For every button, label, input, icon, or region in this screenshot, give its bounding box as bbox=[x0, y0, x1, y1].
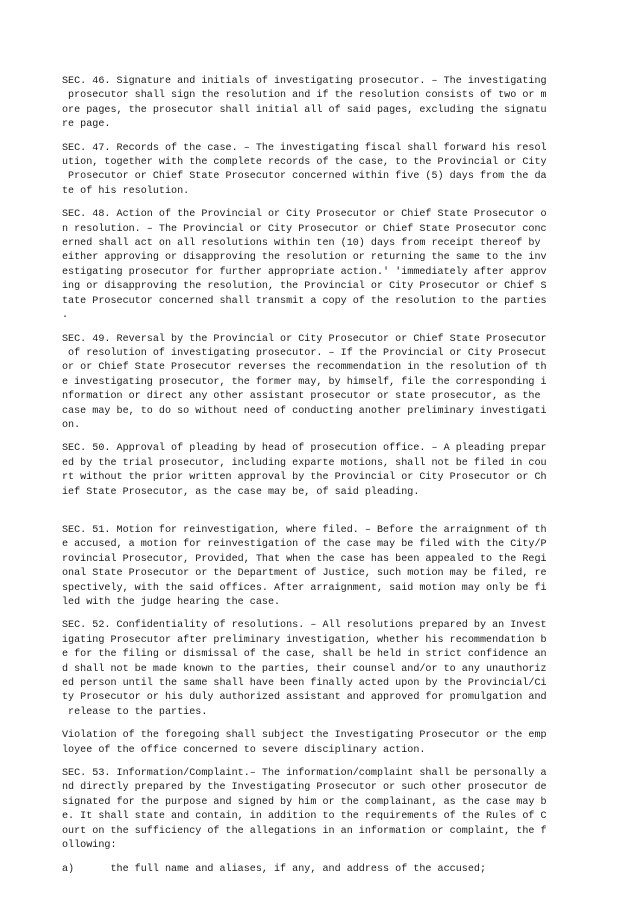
section-50-paragraph: SEC. 50. Approval of pleading by head of prosecution office. – A pleading prepar ed by the trial prosecutor, including exparte motions, shall not be filed in cou rt without the prior written approval by the Provincial or City Prosecutor or Ch ief State Prosecutor, as the case may be, of said pleading. bbox=[62, 443, 547, 498]
section-52-paragraph: SEC. 52. Confidentiality of resolutions. – All resolutions prepared by an Invest igating Prosecutor after preliminary investigation, whether his recommendation b e for the filing or dismissal of the case, shall be held in strict confidence an d shall not be made known to the parties, their counsel and/or to any unauthoriz ed person until the same shall have been finally acted upon by the Provincial/Ci ty Prosecutor or his duly authorized assistant and approved for promulgation and release to the parties. bbox=[62, 620, 547, 718]
section-51-paragraph: SEC. 51. Motion for reinvestigation, where filed. – Before the arraignment of th e accused, a motion for reinvestigation of the case may be filed with the City/P rovincial Prosecutor, Provided, That when the case has been appealed to the Regi onal State Prosecutor or the Department of Justice, such motion may be filed, re spectively, with the said offices. After arraignment, said motion may only be fi led with the judge hearing the case. bbox=[62, 524, 547, 608]
section-49-paragraph: SEC. 49. Reversal by the Provincial or City Prosecutor or Chief State Prosecutor of resolution of investigating prosecutor. – If the Provincial or City Prosecut or or Chief State Prosecutor reverses the recommendation in the resolution of th e investigating prosecutor, the former may, by himself, file the corresponding i nformation or direct any other assistant prosecutor or state prosecutor, as the case may be, to do so without need of conducting another preliminary investigati on. bbox=[62, 333, 547, 431]
document-page bbox=[62, 75, 582, 877]
section-48-paragraph: SEC. 48. Action of the Provincial or City Prosecutor or Chief State Prosecutor o n resolution. – The Provincial or City Prosecutor or Chief State Prosecutor conc erned shall act on all resolutions within ten (10) days from receipt thereof by either approving or disapproving the resolution or returning the same to the inv estigating prosecutor for further appropriate action.' 'immediately after approv ing or disapproving the resolution, the Provincial or City Prosecutor or Chief S tate Prosecutor concerned shall transmit a copy of the resolution to the parties . bbox=[62, 209, 547, 322]
section-46-paragraph: SEC. 46. Signature and initials of investigating prosecutor. – The investigating prosecutor shall sign the resolution and if the resolution consists of two or m ore pages, the prosecutor shall initial all of said pages, excluding the signatu re page. bbox=[62, 76, 547, 131]
section-53-paragraph: SEC. 53. Information/Complaint.– The information/complaint shall be personally a nd directly prepared by the Investigating Prosecutor or such other prosecutor de signated for the purpose and signed by him or the complainant, as the case may b e. It shall state and contain, in addition to the requirements of the Rules of C ourt on the sufficiency of the allegations in an information or complaint, the f ollowing: bbox=[62, 768, 547, 852]
list-item-a: a) the full name and aliases, if any, and address of the accused; bbox=[62, 863, 487, 875]
violation-paragraph: Violation of the foregoing shall subject the Investigating Prosecutor or the emp loyee of the office concerned to severe disciplinary action. bbox=[62, 730, 547, 756]
section-47-paragraph: SEC. 47. Records of the case. – The investigating fiscal shall forward his resol ution, together with the complete records of the case, to the Provincial or City Prosecutor or Chief State Prosecutor concerned within five (5) days from the da te of his resolution. bbox=[62, 142, 547, 197]
